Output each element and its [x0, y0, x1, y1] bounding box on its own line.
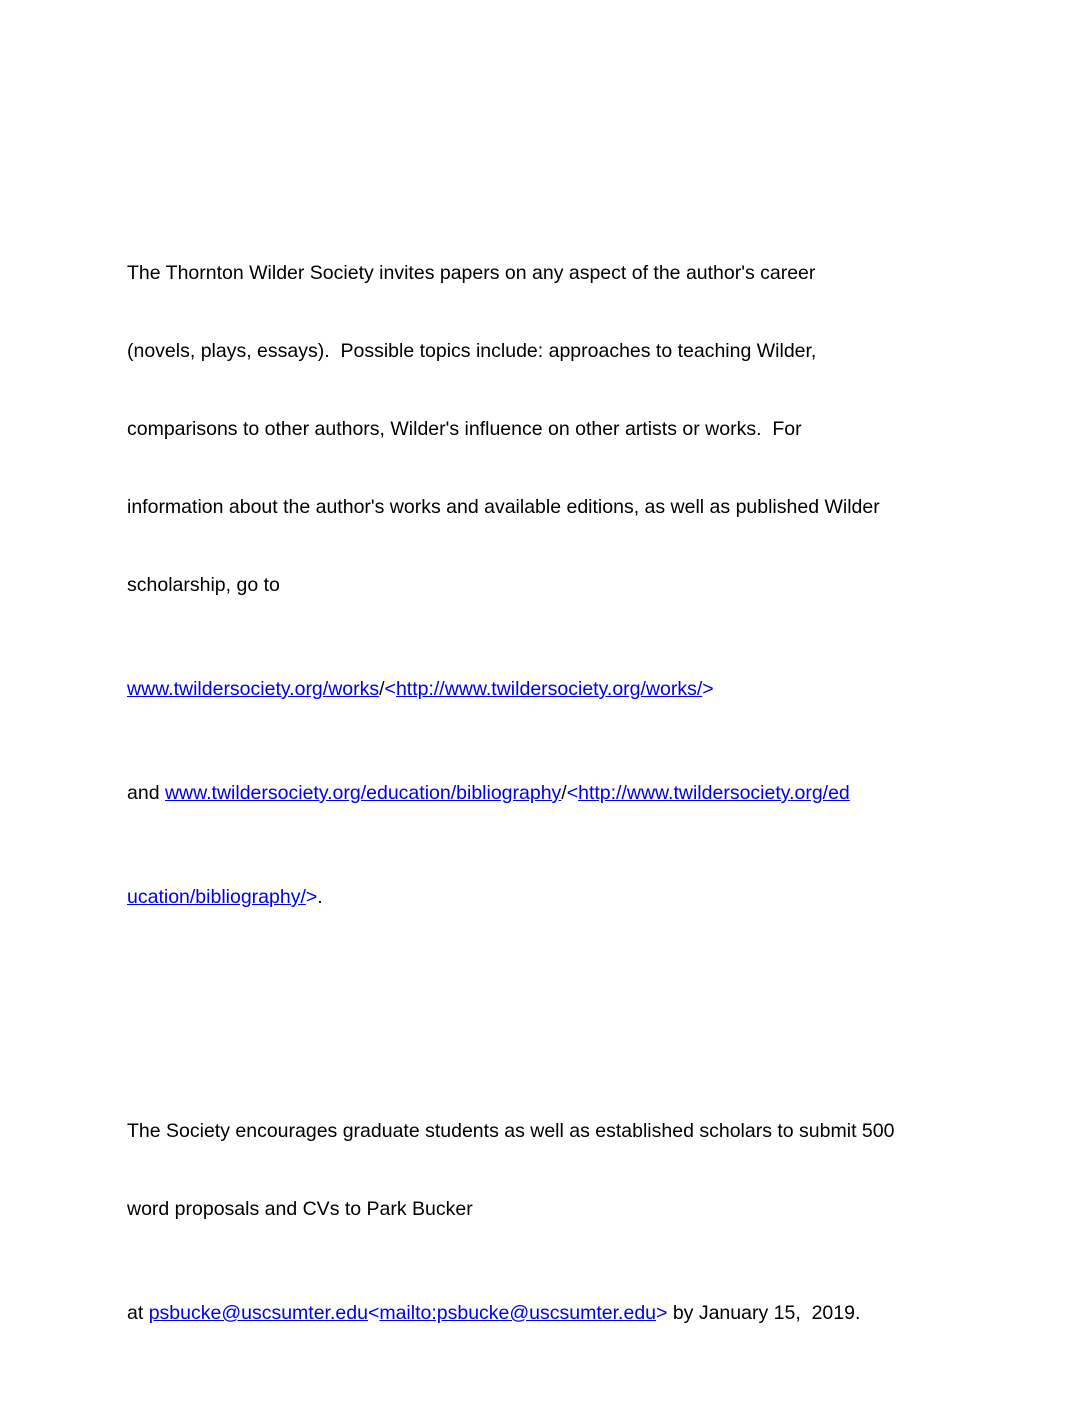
close-angle-bracket: >	[702, 678, 714, 700]
sentence-period: .	[317, 886, 323, 908]
mailto-link[interactable]: mailto:psbucke@uscsumter.edu	[379, 1302, 657, 1324]
body-text: The Society encourages graduate students as well as established scholars to submit 500	[127, 1120, 895, 1142]
paragraph-line	[127, 1196, 972, 1222]
link-line-bibliography	[127, 780, 972, 806]
email-link[interactable]: psbucke@uscsumter.edu	[148, 1302, 368, 1324]
open-angle-bracket: <	[367, 1302, 380, 1324]
deadline-text: by January 15, 2019.	[667, 1302, 861, 1324]
body-text: word proposals and CVs to Park Bucker	[127, 1198, 473, 1220]
works-link[interactable]: www.twildersociety.org/works	[127, 678, 380, 700]
works-url-link[interactable]: http://www.twildersociety.org/works/	[395, 678, 703, 700]
paragraph-line	[127, 1118, 972, 1144]
paragraph-intro	[127, 208, 972, 962]
open-angle-bracket: <	[566, 782, 579, 804]
body-text: scholarship, go to	[127, 574, 280, 596]
bibliography-url-link-part2[interactable]: ucation/bibliography/	[127, 886, 306, 908]
link-line-works	[127, 676, 972, 702]
bibliography-link[interactable]: www.twildersociety.org/education/bibliography	[164, 782, 562, 804]
paragraph-line	[127, 338, 972, 364]
close-angle-bracket: >	[305, 886, 318, 908]
paragraph-line	[127, 416, 972, 442]
paragraph-submission	[127, 1066, 972, 1378]
paragraph-line	[127, 494, 972, 520]
open-angle-bracket: <	[384, 678, 396, 700]
link-line-bibliography-wrap	[127, 884, 972, 910]
body-text: at	[127, 1302, 149, 1324]
body-text: information about the author's works and available editions, as well as published Wilder	[127, 496, 880, 518]
paragraph-line	[127, 572, 972, 598]
body-text: (novels, plays, essays). Possible topics include: approaches to teaching Wilder,	[127, 340, 817, 362]
document-body	[127, 130, 972, 1408]
body-text: The Thornton Wilder Society invites papers on any aspect of the author's career	[127, 262, 816, 284]
separator-slash: /	[379, 678, 385, 700]
body-text: and	[127, 782, 165, 804]
link-line-email	[127, 1300, 972, 1326]
paragraph-line	[127, 260, 972, 286]
body-text: comparisons to other authors, Wilder's influence on other artists or works. For	[127, 418, 802, 440]
separator-slash: /	[561, 782, 567, 804]
close-angle-bracket: >	[656, 1302, 668, 1324]
bibliography-url-link-part1[interactable]: http://www.twildersociety.org/ed	[578, 782, 850, 804]
